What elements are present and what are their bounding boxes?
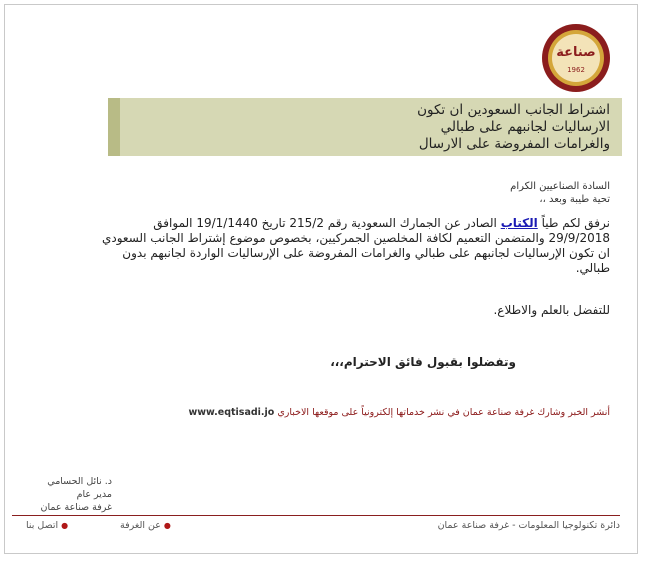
about-label: عن الغرفة	[120, 520, 161, 531]
chamber-logo	[540, 22, 612, 94]
contact-label: اتصل بنا	[26, 520, 59, 531]
svg-text:1962: 1962	[567, 66, 585, 74]
news-site-link[interactable]: www.eqtisadi.jo	[188, 407, 275, 418]
subject-line-1: اشتراط الجانب السعودين ان تكون	[417, 102, 610, 118]
greeting-regards: تحية طيبة وبعد ،،	[539, 194, 610, 205]
body-text: الصادر عن الجمارك السعودية رقم 215/2 تاريخ 19/1/1440 الموافق 29/9/2018 والمتضمن التعميم لكافة المخلصين الجمركيين، بخصوص موضوع إشتراط الجانب السعودي ان تكون الإرساليات لجانبهم على طبالي والغرامات المفروضة على الإرساليات الواردة لجانبهم بدون طبالي.	[102, 216, 610, 275]
share-text: أنشر الخبر وشارك غرفة صناعة عمان في نشر خدماتها إلكترونياً على موقعها الاخباري	[277, 407, 610, 418]
subject-banner	[108, 98, 622, 156]
signer-org: غرفة صناعة عمان	[40, 502, 112, 513]
bullet-icon: ●	[61, 521, 69, 530]
share-notice	[188, 407, 610, 418]
greeting	[510, 180, 610, 206]
about-link[interactable]	[120, 520, 171, 531]
signature-block	[16, 475, 112, 514]
subject-line-3: والغرامات المفروضة على الارسال	[418, 136, 610, 152]
body-prefix: نرفق لكم طياً	[537, 216, 610, 230]
footer-department: دائرة تكنولوجيا المعلومات - غرفة صناعة عمان	[437, 520, 620, 531]
chamber-logo-emblem	[540, 22, 612, 94]
signer-name: د. نائل الحسامي	[47, 476, 112, 487]
footer-divider	[12, 515, 620, 516]
bullet-icon: ●	[163, 521, 171, 530]
signer-role: مدير عام	[76, 489, 112, 500]
message-body	[90, 216, 610, 276]
contact-link[interactable]	[26, 520, 68, 531]
greeting-salutation: السادة الصناعيين الكرام	[510, 181, 610, 192]
svg-text:صناعة: صناعة	[556, 45, 596, 60]
subject-line-2: الارساليات لجانبهم على طبالي	[440, 119, 610, 135]
letter-link[interactable]: الكتاب	[500, 216, 538, 230]
info-note: للتفضل بالعلم والاطلاع.	[493, 303, 610, 317]
closing-line: وتفضلوا بقبول فائق الاحترام،،،	[330, 355, 516, 369]
